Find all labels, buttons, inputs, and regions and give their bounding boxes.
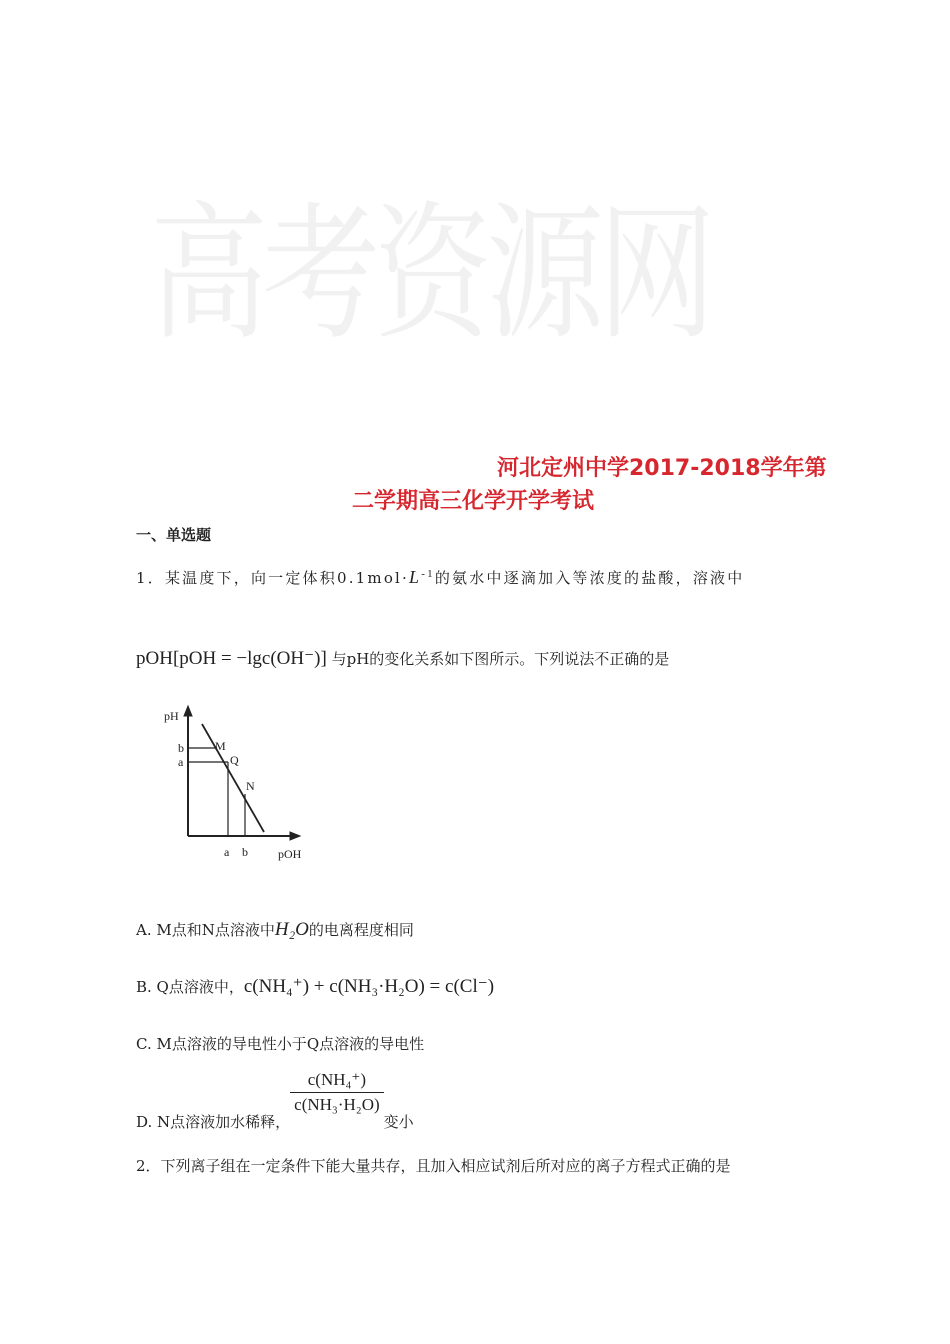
y-axis-arrow — [184, 706, 192, 716]
poh-formula: pOH[pOH = −lgc(OH⁻)] — [136, 648, 327, 669]
x-tick-b: b — [242, 845, 248, 859]
point-n-label: N — [246, 779, 255, 793]
unit-exponent: -1 — [421, 568, 435, 580]
option-a-suffix: 的电离程度相同 — [308, 921, 414, 939]
section-heading: 一、单选题 — [136, 526, 212, 544]
water-formula: H₂O — [274, 919, 309, 940]
question-2-text: 2．下列离子组在一定条件下能大量共存，且加入相应试剂后所对应的离子方程式正确的是 — [136, 1157, 731, 1175]
option-c: C. M点溶液的导电性小于Q点溶液的导电性 — [136, 1035, 425, 1053]
option-d-suffix: 变小 — [383, 1112, 414, 1131]
x-axis-label: pOH — [278, 847, 302, 861]
y-axis-label: pH — [164, 709, 179, 723]
question-1-stem-tail: 的氨水中逐滴加入等浓度的盐酸，溶液中 — [434, 569, 745, 587]
x-axis-arrow — [290, 832, 300, 840]
question-1-stem: 1．某温度下，向一定体积0.1mol· — [136, 569, 410, 587]
exam-title-line1: 河北定州中学2017-2018学年第 — [497, 456, 827, 481]
y-tick-a: a — [178, 755, 184, 769]
question-1-line2 — [136, 647, 669, 670]
exam-title-line2: 二学期高三化学开学考试 — [352, 489, 595, 514]
ratio-denominator: c(NH₃·H₂O) — [294, 1095, 380, 1114]
option-a — [136, 919, 414, 941]
watermark-text: 高考资源网 — [150, 187, 711, 360]
question-1-line2-tail: 与pH的变化关系如下图所示。下列说法不正确的是 — [331, 650, 670, 668]
option-d-prefix: D. N点溶液加水稀释， — [136, 1112, 291, 1131]
x-tick-a: a — [224, 845, 230, 859]
ratio-numerator: c(NH₄⁺) — [290, 1070, 384, 1093]
trend-line — [202, 724, 264, 832]
ph-poh-graph — [160, 700, 310, 870]
point-m-label: M — [215, 739, 226, 753]
option-b — [136, 975, 494, 998]
point-q-label: Q — [230, 753, 239, 767]
option-d — [136, 1068, 414, 1131]
option-a-prefix: A. M点和N点溶液中 — [136, 921, 275, 939]
y-tick-b: b — [178, 741, 184, 755]
ratio-fraction — [290, 1070, 384, 1115]
unit-liter: L — [409, 567, 422, 587]
mass-balance-formula: c(NH₄⁺) + c(NH₃·H₂O) = c(Cl⁻) — [243, 976, 495, 997]
option-b-prefix: B. Q点溶液中， — [136, 978, 244, 996]
question-1-line1 — [136, 567, 744, 588]
